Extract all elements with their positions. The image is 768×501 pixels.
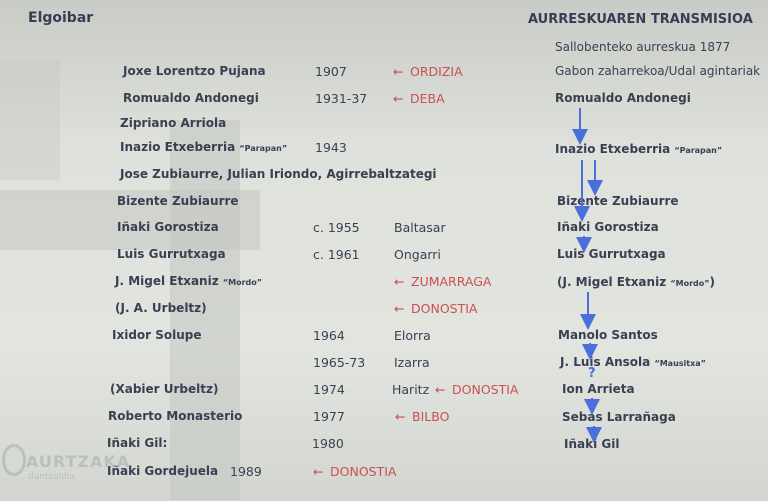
place-name: Haritz: [392, 382, 430, 397]
person-year: 1965-73: [313, 355, 366, 370]
chain-item: (J. Migel Etxaniz “Mordo”): [557, 275, 715, 289]
arrow-glyph: ←: [435, 382, 446, 397]
place-name: Izarra: [394, 355, 430, 370]
chain-item: Luis Gurrutxaga: [557, 247, 666, 261]
logo-emblem-icon: [2, 444, 26, 476]
person-name: Romualdo Andonegi: [123, 91, 259, 105]
place-name: Baltasar: [394, 220, 446, 235]
person-year: 1931-37: [315, 91, 368, 106]
logo-text: AURTZAKA: [26, 452, 131, 471]
chain-item: Sallobenteko aurreskua 1877: [555, 40, 731, 54]
person-name: (Xabier Urbeltz): [110, 382, 219, 396]
arrow-glyph: ←: [393, 64, 404, 79]
chain-item: Romualdo Andonegi: [555, 91, 691, 105]
arrow-glyph: ←: [393, 91, 404, 106]
place-name: Ongarri: [394, 247, 441, 262]
person-name: (J. A. Urbeltz): [115, 301, 207, 315]
origin-place: DEBA: [410, 91, 445, 106]
arrow-glyph: ←: [394, 274, 405, 289]
person-year: 1943: [315, 140, 347, 155]
chain-item: J. Luis Ansola “Mausitxa”: [560, 355, 706, 369]
chain-item: Bizente Zubiaurre: [557, 194, 679, 208]
person-year: 1964: [313, 328, 345, 343]
chain-item: Iñaki Gil: [564, 437, 620, 451]
arrow-glyph: ←: [313, 464, 324, 479]
person-name: Bizente Zubiaurre: [117, 194, 239, 208]
person-name: Iñaki Gordejuela: [107, 464, 219, 478]
chain-item: Ion Arrieta: [562, 382, 635, 396]
person-name: Iñaki Gorostiza: [117, 220, 219, 234]
arrow-glyph: ←: [394, 301, 405, 316]
chain-item: Iñaki Gorostiza: [557, 220, 659, 234]
person-name: Luis Gurrutxaga: [117, 247, 226, 261]
origin-place: ORDIZIA: [410, 64, 463, 79]
origin-place: BILBO: [412, 409, 450, 424]
left-title: Elgoibar: [28, 10, 94, 26]
person-name: Iñaki Gil:: [107, 436, 168, 450]
person-year: c. 1955: [313, 220, 360, 235]
logo-subtext: dantzaldia: [28, 472, 75, 482]
person-year: c. 1961: [313, 247, 360, 262]
person-year: 1907: [315, 64, 347, 79]
chain-item: Gabon zaharrekoa/Udal agintariak: [555, 64, 761, 78]
person-name: Joxe Lorentzo Pujana: [123, 64, 266, 78]
arrow-glyph: ←: [395, 409, 406, 424]
person-name: Ixidor Solupe: [112, 328, 202, 342]
question-mark: ?: [588, 366, 596, 381]
logo-watermark: [0, 440, 131, 500]
origin-place: DONOSTIA: [411, 301, 478, 316]
chain-item: Sebas Larrañaga: [562, 410, 676, 424]
person-name: Jose Zubiaurre, Julian Iriondo, Agirrebaltzategi: [120, 167, 437, 181]
person-name: Inazio Etxeberria “Parapan”: [120, 140, 288, 154]
person-name: Zipriano Arriola: [120, 116, 227, 130]
origin-place: DONOSTIA: [330, 464, 397, 479]
person-year: 1974: [313, 382, 345, 397]
chain-item: Manolo Santos: [558, 328, 658, 342]
origin-place: ZUMARRAGA: [411, 274, 492, 289]
person-year: 1989: [230, 464, 262, 479]
place-name: Elorra: [394, 328, 431, 343]
chain-item: Inazio Etxeberria “Parapan”: [555, 142, 723, 156]
origin-place: DONOSTIA: [452, 382, 519, 397]
person-name: Roberto Monasterio: [108, 409, 243, 423]
person-year: 1980: [312, 436, 344, 451]
person-name: J. Migel Etxaniz “Mordo”: [115, 274, 263, 288]
person-year: 1977: [313, 409, 345, 424]
right-title: AURRESKUAREN TRANSMISIOA: [528, 12, 753, 27]
